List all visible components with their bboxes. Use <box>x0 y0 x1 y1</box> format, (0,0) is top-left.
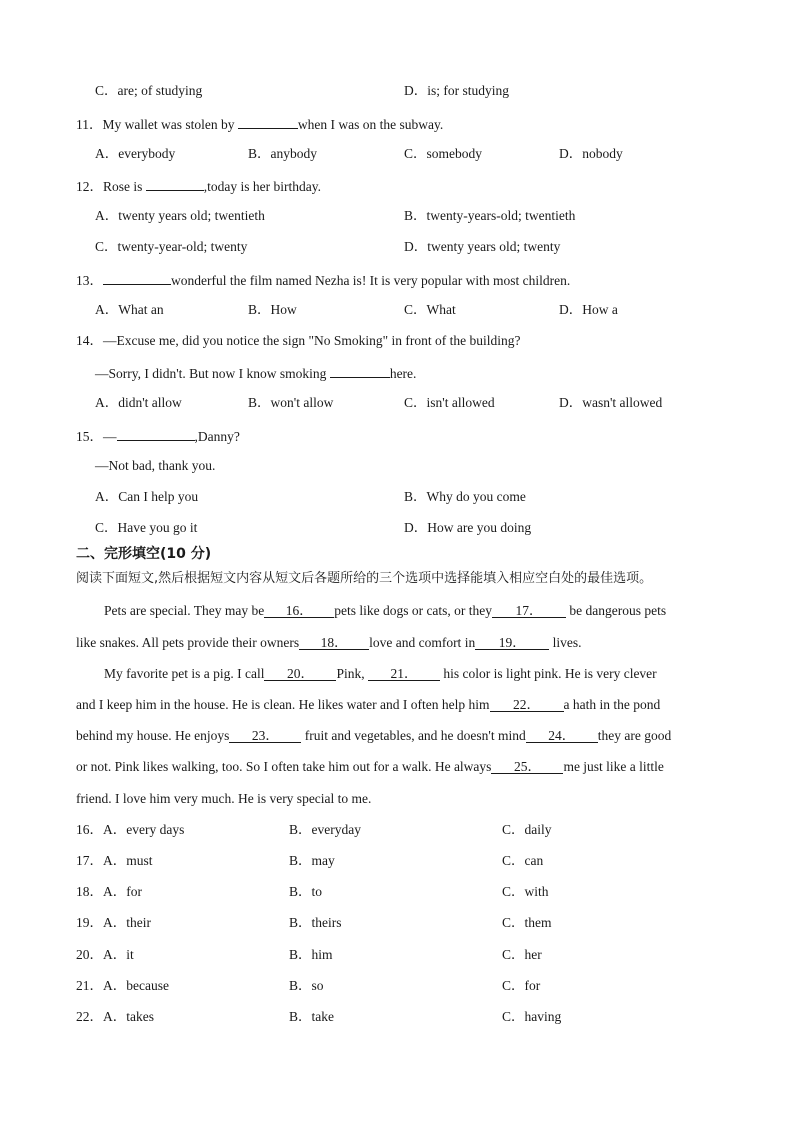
cloze-option-row: 18．A．for <box>76 884 142 899</box>
passage-line: behind my house. He enjoys 23． fruit and vegetables, and he doesn't mind 24． they are good <box>76 728 672 743</box>
answer-blank[interactable] <box>238 114 298 129</box>
question-15-response: —Not bad, thank you. <box>95 458 216 473</box>
option-d[interactable]: D．twenty years old; twenty <box>404 239 561 254</box>
option-c[interactable]: C．her <box>502 947 542 962</box>
answer-blank[interactable] <box>117 426 195 441</box>
option-a[interactable]: must <box>126 853 153 868</box>
option-a[interactable]: every days <box>126 822 185 837</box>
cloze-blank-19[interactable]: 19． <box>475 635 549 650</box>
option-b[interactable]: B．Why do you come <box>404 489 526 504</box>
option-c[interactable]: C．can <box>502 853 544 868</box>
option-b[interactable]: B．may <box>289 853 335 868</box>
section-instruction: 阅读下面短文,然后根据短文内容从短文后各题所给的三个选项中选择能填入相应空白处的最佳选项。 <box>76 571 653 586</box>
cloze-blank-20[interactable]: 20． <box>264 666 336 681</box>
passage-line: My favorite pet is a pig. I call 20． Pink, 21． his color is light pink. He is very clever <box>104 666 657 681</box>
passage-line: and I keep him in the house. He is clean. He likes water and I often help him 22． a hath in the pond <box>76 697 661 712</box>
answer-blank[interactable] <box>330 363 390 378</box>
question-number: 12 <box>76 179 90 194</box>
option-c[interactable]: C．isn't allowed <box>404 395 495 410</box>
option-b[interactable]: B．won't allow <box>248 395 334 410</box>
question-14-stem: 14．—Excuse me, did you notice the sign "No Smoking" in front of the building? <box>76 333 521 348</box>
option-b[interactable]: B．everyday <box>289 822 361 837</box>
option-c[interactable]: C．Have you go it <box>95 520 198 535</box>
option-b[interactable]: B．to <box>289 884 323 899</box>
cloze-option-row: 19．A．their <box>76 915 151 930</box>
option-a[interactable]: their <box>126 915 151 930</box>
cloze-blank-22[interactable]: 22． <box>490 697 564 712</box>
cloze-blank-16[interactable]: 16． <box>264 603 334 618</box>
cloze-option-row: 20．A．it <box>76 947 134 962</box>
cloze-option-row: 22．A．takes <box>76 1009 154 1024</box>
option-d[interactable]: D．How are you doing <box>404 520 532 535</box>
cloze-blank-23[interactable]: 23． <box>229 728 301 743</box>
question-number: 11 <box>76 117 89 132</box>
question-12-stem: 12．Rose is ,today is her birthday. <box>76 176 321 196</box>
option-c[interactable]: C．for <box>502 978 541 993</box>
option-a[interactable]: A．Can I help you <box>95 489 199 504</box>
option-d[interactable]: D．is; for studying <box>404 83 510 98</box>
option-c[interactable]: C．What <box>404 302 456 317</box>
question-number: 15 <box>76 429 90 444</box>
option-a[interactable]: A．What an <box>95 302 164 317</box>
option-a[interactable]: it <box>126 947 134 962</box>
option-c[interactable]: C．them <box>502 915 552 930</box>
question-number: 13 <box>76 273 90 288</box>
passage-line: like snakes. All pets provide their owners 18． love and comfort in 19． lives. <box>76 635 582 650</box>
section-heading: 二、完形填空(10 分) <box>76 546 212 562</box>
option-c[interactable]: C．are; of studying <box>95 83 203 98</box>
cloze-option-row: 21．A．because <box>76 978 169 993</box>
option-d[interactable]: D．How a <box>559 302 618 317</box>
option-text: is; for studying <box>427 83 510 98</box>
question-14-response: —Sorry, I didn't. But now I know smoking here. <box>95 363 416 383</box>
option-a[interactable]: A．didn't allow <box>95 395 182 410</box>
option-text: are; of studying <box>117 83 203 98</box>
answer-blank[interactable] <box>103 270 171 285</box>
question-15-stem: 15．— ,Danny? <box>76 426 240 446</box>
cloze-blank-21[interactable]: 21． <box>368 666 440 681</box>
option-b[interactable]: B．so <box>289 978 324 993</box>
option-b[interactable]: B．take <box>289 1009 335 1024</box>
option-a[interactable]: A．everybody <box>95 146 176 161</box>
option-b[interactable]: B．How <box>248 302 297 317</box>
question-11-stem: 11．My wallet was stolen by when I was on the subway. <box>76 114 443 134</box>
option-d[interactable]: D．nobody <box>559 146 623 161</box>
cloze-blank-24[interactable]: 24． <box>526 728 598 743</box>
option-d[interactable]: D．wasn't allowed <box>559 395 663 410</box>
cloze-option-row: 16．A．every days <box>76 822 185 837</box>
passage-line: friend. I love him very much. He is very special to me. <box>76 791 372 806</box>
option-b[interactable]: B．theirs <box>289 915 342 930</box>
cloze-blank-17[interactable]: 17． <box>492 603 566 618</box>
option-a[interactable]: A．twenty years old; twentieth <box>95 208 265 223</box>
option-b[interactable]: B．twenty-years-old; twentieth <box>404 208 576 223</box>
question-13-stem: 13． wonderful the film named Nezha is! It is very popular with most children. <box>76 270 570 290</box>
option-b[interactable]: B．him <box>289 947 333 962</box>
option-b[interactable]: B．anybody <box>248 146 318 161</box>
answer-blank[interactable] <box>146 176 204 191</box>
option-c[interactable]: C．having <box>502 1009 562 1024</box>
option-c[interactable]: C．daily <box>502 822 552 837</box>
option-a[interactable]: because <box>126 978 169 993</box>
option-a[interactable]: for <box>126 884 142 899</box>
option-c[interactable]: C．somebody <box>404 146 483 161</box>
option-a[interactable]: takes <box>126 1009 154 1024</box>
cloze-option-row: 17．A．must <box>76 853 153 868</box>
question-number: 14 <box>76 333 90 348</box>
passage-line: Pets are special. They may be 16． pets like dogs or cats, or they 17． be dangerous pets <box>104 603 667 618</box>
cloze-blank-25[interactable]: 25． <box>491 759 563 774</box>
cloze-blank-18[interactable]: 18． <box>299 635 369 650</box>
passage-line: or not. Pink likes walking, too. So I often take him out for a walk. He always 25． me just like a little <box>76 759 664 774</box>
option-c[interactable]: C．twenty-year-old; twenty <box>95 239 248 254</box>
option-c[interactable]: C．with <box>502 884 549 899</box>
